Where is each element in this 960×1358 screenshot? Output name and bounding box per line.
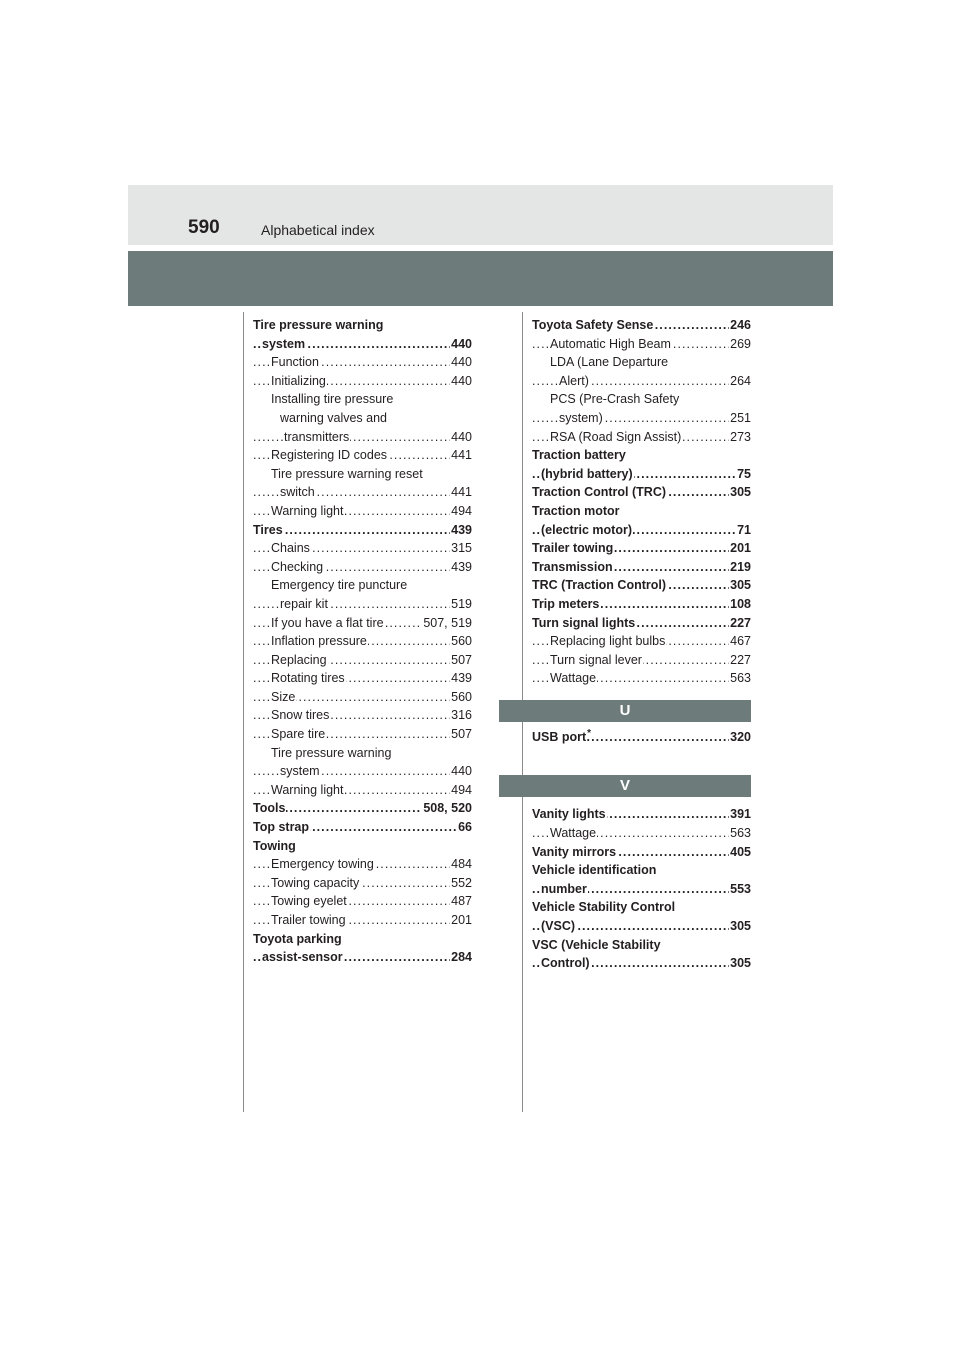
index-entry [253, 539, 472, 558]
entry-term: Towing capacity [271, 875, 360, 890]
entry-term: Function [271, 355, 319, 370]
entry-term: Registering ID codes [271, 448, 388, 463]
entry-page-ref[interactable]: 305 [729, 483, 751, 502]
index-entry [532, 861, 751, 880]
index-entry [532, 372, 751, 391]
entry-page-ref[interactable]: 305 [729, 917, 751, 936]
index-entry [253, 762, 472, 781]
index-entry [532, 446, 751, 465]
entry-term: Control) [541, 956, 590, 971]
entry-term: Vehicle Stability Control [532, 900, 676, 915]
index-column-right [532, 316, 751, 973]
index-entry [532, 824, 751, 843]
entry-page-ref[interactable]: 439 [450, 521, 472, 540]
header-band [128, 185, 833, 245]
entry-term: Transmission [532, 559, 613, 574]
entry-term: number [541, 881, 587, 896]
index-entry [253, 818, 472, 837]
entry-page-ref[interactable]: 251 [729, 409, 751, 428]
entry-page-ref[interactable]: 507 [450, 651, 472, 670]
index-entry [253, 576, 472, 595]
entry-term: system [280, 764, 320, 779]
entry-page-ref[interactable]: 494 [450, 502, 472, 521]
entry-list-t-continued [532, 316, 751, 688]
index-entry [532, 539, 751, 558]
index-entry [532, 614, 751, 633]
entry-page-ref[interactable]: 320 [729, 728, 751, 747]
index-entry [532, 576, 751, 595]
entry-term: Vehicle identification [532, 863, 657, 878]
entry-page-ref[interactable]: 563 [729, 669, 751, 688]
index-column-left [253, 316, 472, 967]
index-entry [532, 483, 751, 502]
index-entry [532, 843, 751, 862]
entry-page-ref[interactable]: 316 [450, 706, 472, 725]
entry-term: Vanity lights [532, 807, 606, 822]
entry-term: warning valves and [280, 410, 388, 425]
entry-term: Towing eyelet [271, 894, 347, 909]
entry-page-ref[interactable]: 227 [729, 614, 751, 633]
index-entry [532, 558, 751, 577]
entry-term: Trailer towing [532, 541, 614, 556]
entry-term: Snow tires [271, 708, 330, 723]
entry-page-ref[interactable]: 227 [729, 651, 751, 670]
index-entry [253, 372, 472, 391]
entry-page-ref[interactable]: 71 [736, 521, 751, 540]
entry-term: Tire pressure warning [253, 318, 384, 332]
index-entry [532, 917, 751, 936]
index-entry [532, 353, 751, 372]
letter-header-v: V [499, 775, 751, 797]
entry-page-ref[interactable]: 439 [450, 558, 472, 577]
entry-term: (electric motor) [541, 522, 632, 537]
index-entry [532, 390, 751, 409]
entry-list-u [532, 728, 751, 747]
index-entry [532, 728, 751, 747]
entry-page-ref[interactable]: 560 [450, 632, 472, 651]
index-entry [253, 874, 472, 893]
entry-term: Inflation pressure [271, 634, 367, 649]
index-entry [253, 706, 472, 725]
column-divider-left [243, 312, 244, 1112]
index-entry [532, 335, 751, 354]
index-entry [253, 428, 472, 447]
index-entry [253, 316, 472, 335]
index-entry [253, 837, 472, 856]
index-entry [253, 948, 472, 967]
entry-term: Tire pressure warning [271, 745, 392, 760]
entry-term: Replacing light bulbs [550, 634, 666, 649]
entry-term: Towing [253, 838, 296, 853]
entry-page-ref[interactable]: 441 [450, 446, 472, 465]
entry-page-ref[interactable]: 246 [729, 316, 751, 335]
index-entry [253, 595, 472, 614]
entry-page-ref[interactable]: 264 [729, 372, 751, 391]
letter-header-u: U [499, 700, 751, 722]
entry-page-ref[interactable]: 305 [729, 576, 751, 595]
entry-term: Turn signal lever [550, 652, 642, 667]
index-entry [253, 669, 472, 688]
entry-term: Top strap [253, 820, 310, 835]
entry-term: Trailer towing [271, 913, 346, 927]
entry-term: Toyota Safety Sense [532, 318, 654, 332]
entry-page-ref[interactable]: 560 [450, 688, 472, 707]
index-entry [532, 651, 751, 670]
index-entry [253, 725, 472, 744]
entry-page-ref[interactable]: 467 [729, 632, 751, 651]
entry-page-ref[interactable]: 552 [450, 874, 472, 893]
index-entry [532, 595, 751, 614]
entry-page-ref[interactable]: 273 [729, 428, 751, 447]
entry-term: switch [280, 485, 315, 500]
entry-term: TRC (Traction Control) [532, 578, 667, 593]
entry-page-ref[interactable]: 439 [450, 669, 472, 688]
index-entry [253, 483, 472, 502]
entry-term: Turn signal lights [532, 615, 636, 630]
entry-term: Alert) [559, 373, 589, 388]
index-entry [532, 936, 751, 955]
entry-term: transmitters [284, 429, 350, 444]
entry-page-ref[interactable]: 484 [450, 855, 472, 874]
entry-term: Replacing [271, 652, 327, 667]
entry-term: Warning light [271, 782, 344, 797]
entry-page-ref[interactable]: 219 [729, 558, 751, 577]
entry-term: Installing tire pressure [271, 392, 394, 407]
entry-page-ref[interactable]: 201 [450, 911, 472, 930]
entry-term: RSA (Road Sign Assist) [550, 429, 682, 444]
entry-list-v [532, 805, 751, 972]
index-entry [532, 880, 751, 899]
header-bar [128, 251, 833, 306]
entry-term: Tools [253, 801, 286, 816]
entry-page-ref[interactable]: 440 [450, 372, 472, 391]
entry-term: Traction Control (TRC) [532, 485, 667, 500]
entry-page-ref[interactable]: 66 [457, 818, 472, 837]
entry-page-ref[interactable]: 507 [450, 725, 472, 744]
index-entry [253, 558, 472, 577]
entry-page-ref[interactable]: 391 [729, 805, 751, 824]
entry-page-ref[interactable]: 440 [450, 353, 472, 372]
entry-page-ref[interactable]: 405 [729, 843, 751, 862]
entry-term: Emergency tire puncture [271, 578, 408, 593]
entry-term: (hybrid battery) [541, 466, 633, 481]
entry-term: Vanity mirrors [532, 844, 617, 859]
index-entry [253, 335, 472, 354]
index-entry [253, 781, 472, 800]
entry-page-ref[interactable]: 519 [450, 595, 472, 614]
index-entry [253, 614, 472, 633]
index-entry [253, 390, 472, 409]
entry-term: system [262, 336, 306, 351]
entry-term: Emergency towing [271, 857, 374, 872]
index-entry [253, 632, 472, 651]
entry-page-ref[interactable]: 507, 519 [422, 614, 472, 633]
entry-term: Wattage [550, 826, 597, 841]
index-entry [532, 805, 751, 824]
index-entry [253, 353, 472, 372]
entry-term: Trip meters [532, 596, 600, 611]
index-entry [532, 428, 751, 447]
index-entry [532, 669, 751, 688]
entry-term: Spare tire [271, 727, 326, 742]
entry-term: Initializing [271, 373, 326, 388]
entry-term: If you have a flat tire [271, 615, 384, 630]
entry-page-ref[interactable]: 440 [450, 762, 472, 781]
entry-term: assist-sensor [262, 950, 343, 965]
entry-page-ref[interactable]: 440 [450, 428, 472, 447]
index-entry [253, 911, 472, 930]
entry-term: Tires [253, 522, 283, 537]
index-entry [253, 892, 472, 911]
page-number: 590 [188, 217, 220, 238]
entry-term: Tire pressure warning reset [271, 466, 423, 481]
entry-term: VSC (Vehicle Stability [532, 937, 661, 952]
entry-page-ref[interactable]: 305 [729, 954, 751, 973]
section-title: Alphabetical index [261, 222, 375, 238]
entry-term: Toyota parking [253, 931, 342, 946]
entry-term: Chains [271, 541, 310, 556]
index-entry [532, 316, 751, 335]
entry-page-ref[interactable]: 75 [736, 465, 751, 484]
spacer [532, 746, 751, 775]
entry-page-ref[interactable]: 315 [450, 539, 472, 558]
index-entry [253, 688, 472, 707]
index-entry [253, 465, 472, 484]
spacer [532, 688, 751, 700]
entry-page-ref[interactable]: 269 [729, 335, 751, 354]
entry-page-ref[interactable]: 441 [450, 483, 472, 502]
entry-page-ref[interactable]: 508, 520 [422, 799, 472, 818]
index-entry [532, 954, 751, 973]
entry-term: system) [559, 410, 603, 425]
entry-page-ref[interactable]: 563 [729, 824, 751, 843]
entry-term: Traction motor [532, 503, 620, 518]
index-entry [532, 465, 751, 484]
index-entry [253, 744, 472, 763]
entry-term: LDA (Lane Departure [550, 355, 669, 370]
entry-term: Traction battery [532, 448, 626, 463]
index-entry [253, 930, 472, 949]
index-entry [253, 855, 472, 874]
entry-term: PCS (Pre-Crash Safety [550, 392, 680, 407]
index-entry [253, 521, 472, 540]
index-entry [253, 651, 472, 670]
entry-page-ref[interactable]: 494 [450, 781, 472, 800]
entry-term: Rotating tires [271, 671, 345, 686]
entry-term: Automatic High Beam [550, 336, 671, 351]
entry-term: (VSC) [541, 919, 576, 934]
index-entry [532, 502, 751, 521]
index-entry [532, 409, 751, 428]
entry-list-t [253, 316, 472, 967]
entry-term: USB port [532, 729, 587, 744]
entry-page-ref[interactable]: 284 [450, 948, 472, 967]
entry-page-ref[interactable]: 553 [729, 880, 751, 899]
entry-term: Size [271, 689, 296, 704]
entry-term: Warning light [271, 503, 344, 518]
index-entry [253, 799, 472, 818]
entry-term: repair kit [280, 596, 328, 611]
entry-page-ref[interactable]: 201 [729, 539, 751, 558]
index-entry [532, 521, 751, 540]
index-entry [253, 446, 472, 465]
index-entry [253, 409, 472, 428]
entry-page-ref[interactable]: 108 [729, 595, 751, 614]
entry-term: Wattage [550, 671, 597, 686]
footnote-marker: * [587, 727, 592, 739]
entry-page-ref[interactable]: 487 [450, 892, 472, 911]
entry-term: Checking [271, 559, 324, 574]
index-entry [253, 502, 472, 521]
index-entry [532, 898, 751, 917]
index-entry [532, 632, 751, 651]
entry-page-ref[interactable]: 440 [450, 335, 472, 354]
